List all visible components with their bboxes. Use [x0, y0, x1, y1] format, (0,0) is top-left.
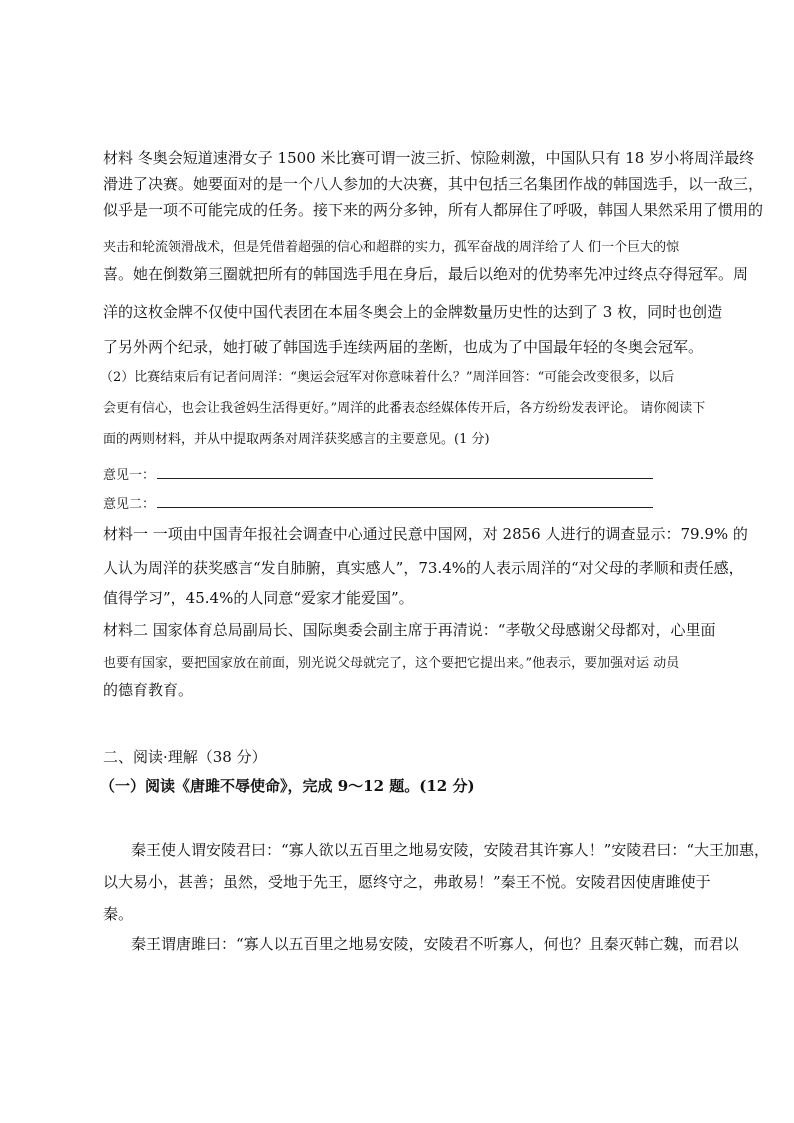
- material-one-line-2: 人认为周洋的获奖感言“发自肺腑，真实感人”，73.4%的人表示周洋的“对父母的孝顺和责任感，: [103, 559, 744, 577]
- section2-heading: 二、阅读·理解（38 分）: [103, 748, 267, 766]
- opinion-one-row: [103, 464, 653, 486]
- section2-subheading: （一）阅读《唐雎不辱使命》，完成 9～12 题。(12 分): [100, 777, 475, 795]
- material-main-line-7: 了另外两个纪录，她打破了韩国选手连续两届的垄断，也成为了中国最年轻的冬奥会冠军。: [103, 338, 704, 356]
- opinion-two-label: 意见二：: [103, 497, 156, 512]
- passage-line-3: 秦。: [103, 905, 134, 923]
- opinion-one-label: 意见一：: [103, 468, 156, 483]
- material-two-line-2: 也要有国家，要把国家放在前面，别光说父母就完了，这个要把它提出来。”他表示，要加强对运 动员: [103, 656, 680, 671]
- opinion-two-row: [103, 493, 653, 515]
- opinion-two-answer-line[interactable]: [157, 493, 653, 508]
- passage-line-4: 秦王谓唐雎曰：“寡人以五百里之地易安陵，安陵君不听寡人，何也？且秦灭韩亡魏，而君以: [131, 935, 739, 953]
- material-main-line-6: 洋的这枚金牌不仅使中国代表团在本届冬奥会上的金牌数量历史性的达到了 3 枚，同时也创造: [103, 303, 723, 321]
- passage-line-1: 秦王使人谓安陵君曰：“寡人欲以五百里之地易安陵，安陵君其许寡人！”安陵君曰：“大王加惠，: [131, 841, 770, 859]
- question2-line-2: 会更有信心，也会让我爸妈生活得更好。”周洋的此番表态经媒体传开后，各方纷纷发表评论。 请你阅读下: [103, 401, 706, 416]
- material-main-line-5: 喜。她在倒数第三圈就把所有的韩国选手甩在身后，最后以绝对的优势率先冲过终点夺得冠军。周: [103, 265, 749, 283]
- material-main-line-1: 材料 冬奥会短道速滑女子 1500 米比赛可谓一波三折、惊险刺激，中国队只有 18 岁小将周洋最终: [103, 149, 755, 167]
- material-one-line-3: 值得学习”，45.4%的人同意“爱家才能爱国”。: [103, 589, 414, 607]
- material-main-line-3: 似乎是一项不可能完成的任务。接下来的两分多钟，所有人都屏住了呼吸，韩国人果然采用了惯用的: [103, 201, 764, 219]
- material-main-line-2: 滑进了决赛。她要面对的是一个八人参加的大决赛，其中包括三名集团作战的韩国选手，以一敌三，: [103, 175, 764, 193]
- question2-line-3: 面的两则材料，并从中提取两条对周洋获奖感言的主要意见。(1 分): [103, 432, 490, 447]
- question2-line-1: （2）比赛结束后有记者问周洋：“奥运会冠军对你意味着什么？”周洋回答：“可能会改变很多，以后: [100, 370, 675, 385]
- material-one-line-1: 材料一 一项由中国青年报社会调查中心通过民意中国网，对 2856 人进行的调查显示：79.9% 的: [103, 525, 748, 543]
- material-two-line-1: 材料二 国家体育总局副局长、国际奥委会副主席于再清说：“孝敬父母感谢父母都对，心里面: [103, 621, 716, 639]
- material-two-line-3: 的德育教育。: [103, 681, 194, 699]
- material-main-line-4: 夹击和轮流领滑战术，但是凭借着超强的信心和超群的实力，孤军奋战的周洋给了人 们一个巨大的惊: [103, 240, 680, 255]
- passage-line-2: 以大易小，甚善；虽然，受地于先王，愿终守之，弗敢易！”秦王不悦。安陵君因使唐雎使于: [103, 873, 711, 891]
- opinion-one-answer-line[interactable]: [157, 464, 653, 479]
